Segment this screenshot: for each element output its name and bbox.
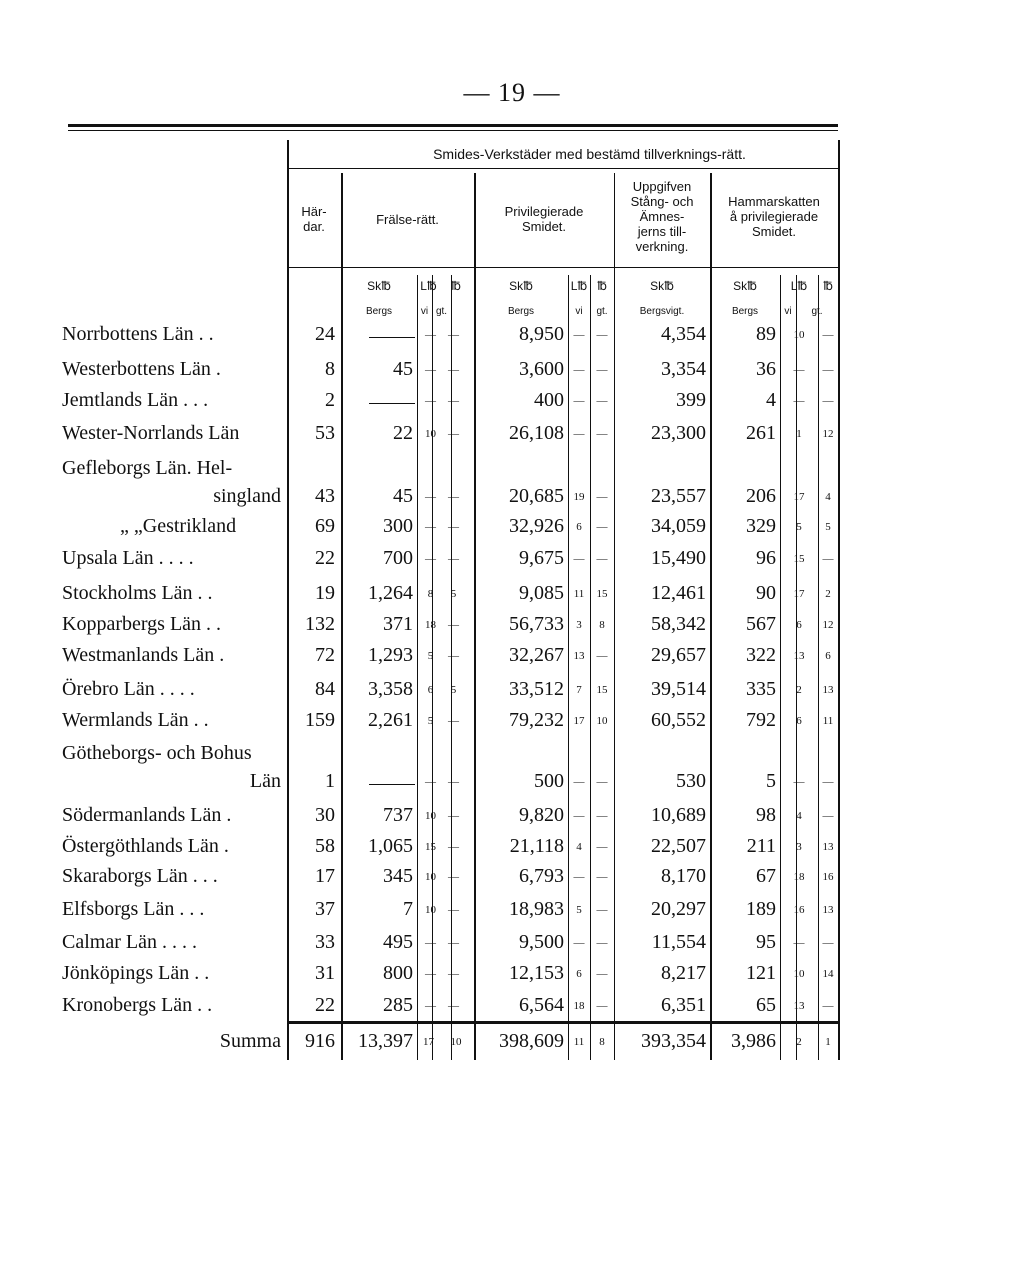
fralse-t: — (448, 1000, 459, 1012)
priv-lt: 7 (576, 684, 582, 696)
fralse-skt: 800 (383, 962, 413, 984)
hammar-lt: 13 (793, 650, 805, 662)
hammar-skt: 95 (756, 931, 776, 953)
column-rule (838, 140, 840, 1060)
fralse-skt: 700 (383, 547, 413, 569)
hammar-t: — (822, 364, 834, 376)
hardar-value: 2 (325, 389, 335, 411)
uppgifven-value: 6,351 (661, 994, 706, 1016)
hammar-t: — (822, 810, 834, 822)
fralse-t: — (448, 428, 459, 440)
unit-gt: gt. (811, 306, 823, 317)
hardar-value: 19 (315, 582, 335, 604)
summa-hammar-lt: 2 (796, 1036, 802, 1048)
hammar-t: — (822, 395, 834, 407)
row-label: Jönköpings Län . . (62, 962, 210, 984)
priv-skt: 9,820 (519, 804, 564, 826)
summa-fralse-skt: 13,397 (358, 1030, 413, 1052)
priv-skt: 6,564 (519, 994, 564, 1016)
fralse-lt: — (425, 937, 436, 949)
fralse-lt: 10 (425, 810, 436, 822)
fralse-t: — (448, 553, 459, 565)
unit-t: ℔ (823, 279, 833, 293)
hammar-lt: 1 (796, 428, 802, 440)
hardar-value: 17 (315, 865, 335, 887)
empty-dash (369, 784, 415, 785)
summa-fralse-t: 10 (450, 1036, 462, 1048)
hammar-lt: 6 (796, 619, 802, 631)
hammar-lt: 6 (796, 715, 802, 727)
unit-t: ℔ (451, 279, 461, 293)
fralse-skt: 22 (393, 422, 413, 444)
hammar-skt: 206 (746, 485, 776, 507)
hammar-lt: — (793, 937, 805, 949)
row-label: singland (213, 485, 281, 507)
hammar-lt: 18 (793, 871, 805, 883)
priv-t: — (596, 491, 608, 503)
hardar-value: 84 (315, 678, 335, 700)
fralse-lt: 10 (425, 871, 436, 883)
priv-skt: 400 (534, 389, 564, 411)
unit-lt: L℔ (570, 279, 588, 293)
hammar-lt: 16 (793, 904, 805, 916)
header-hardar: Här- dar. (301, 204, 327, 234)
priv-skt: 9,675 (519, 547, 564, 569)
priv-lt: — (573, 776, 585, 788)
fralse-skt: 495 (383, 931, 413, 953)
priv-t: — (596, 329, 608, 341)
priv-t: — (596, 871, 608, 883)
hammar-t: 11 (822, 715, 834, 727)
fralse-lt: — (425, 776, 436, 788)
row-label: Östergöthlands Län . (62, 835, 229, 857)
row-label: Westmanlands Län . (62, 644, 225, 666)
fralse-skt: 737 (383, 804, 413, 826)
row-label: Kopparbergs Län . . (62, 613, 222, 635)
row-label: Län (249, 770, 281, 792)
hammar-t: 2 (825, 588, 831, 600)
priv-t: — (596, 841, 608, 853)
fralse-skt: 285 (383, 994, 413, 1016)
hammar-skt: 96 (756, 547, 776, 569)
uppgifven-value: 10,689 (651, 804, 706, 826)
hammar-skt: 329 (746, 515, 776, 537)
fralse-lt: 5 (427, 650, 434, 662)
row-label: Södermanlands Län . (62, 804, 232, 826)
hardar-value: 53 (315, 422, 335, 444)
uppgifven-value: 23,300 (651, 422, 706, 444)
hardar-value: 72 (315, 644, 335, 666)
header-uppgifven: Uppgifven Stång- och Ämnes- jerns till- verkning. (630, 179, 694, 254)
priv-lt: — (573, 364, 585, 376)
hammar-skt: 189 (746, 898, 776, 920)
fralse-t: — (448, 904, 459, 916)
hammar-lt: 17 (793, 588, 805, 600)
summa-fralse-lt: 17 (423, 1036, 434, 1048)
uppgifven-value: 8,217 (661, 962, 706, 984)
fralse-skt: 371 (383, 613, 413, 635)
priv-lt: — (573, 810, 585, 822)
uppgifven-value: 20,297 (651, 898, 706, 920)
hammar-skt: 98 (756, 804, 776, 826)
row-label: Westerbottens Län . (62, 358, 221, 380)
row-label: Elfsborgs Län . . . (62, 898, 205, 920)
hardar-value: 58 (315, 835, 335, 857)
hammar-skt: 322 (746, 644, 776, 666)
fralse-lt: 15 (425, 841, 436, 853)
fralse-lt: — (425, 968, 436, 980)
hammar-t: 13 (822, 684, 834, 696)
priv-skt: 9,500 (519, 931, 564, 953)
row-label: Gefleborgs Län. Hel- (62, 457, 233, 479)
fralse-t: — (448, 619, 459, 631)
hammar-t: — (822, 1000, 834, 1012)
hammar-t: 13 (822, 841, 834, 853)
summa-uppgifven: 393,354 (641, 1030, 706, 1052)
fralse-lt: — (425, 364, 436, 376)
fralse-t: 5 (450, 588, 457, 600)
summa-hammar-skt: 3,986 (731, 1030, 776, 1052)
hammar-skt: 90 (756, 582, 776, 604)
hammar-lt: 4 (796, 810, 802, 822)
hardar-value: 22 (315, 547, 335, 569)
hammar-lt: 3 (796, 841, 802, 853)
hammar-skt: 261 (746, 422, 776, 444)
priv-lt: 6 (576, 521, 582, 533)
header-privilegierade: Privilegierade Smidet. (504, 204, 584, 234)
hardar-value: 159 (305, 709, 335, 731)
priv-t: — (596, 904, 608, 916)
hammar-lt: — (793, 776, 805, 788)
row-label: Örebro Län . . . . (62, 678, 195, 700)
fralse-t: — (448, 810, 459, 822)
unit-vi: vi (784, 306, 792, 317)
priv-t: — (596, 521, 608, 533)
fralse-t: — (448, 329, 459, 341)
priv-skt: 9,085 (519, 582, 564, 604)
fralse-t: — (448, 776, 459, 788)
uppgifven-value: 8,170 (661, 865, 706, 887)
fralse-skt: 1,264 (368, 582, 413, 604)
row-label: Skaraborgs Län . . . (62, 865, 218, 887)
row-label: Kronobergs Län . . (62, 994, 213, 1016)
uppgifven-value: 23,557 (651, 485, 706, 507)
hammar-lt: 5 (796, 521, 802, 533)
row-label: Norrbottens Län . . (62, 323, 214, 345)
priv-t: — (596, 395, 608, 407)
unit-t: ℔ (597, 279, 607, 293)
hardar-value: 24 (315, 323, 335, 345)
priv-t: 15 (596, 684, 608, 696)
hammar-t: 12 (822, 619, 834, 631)
priv-lt: — (573, 428, 585, 440)
hammar-skt: 5 (766, 770, 776, 792)
priv-skt: 79,232 (509, 709, 564, 731)
hammar-t: 4 (825, 491, 831, 503)
uppgifven-value: 39,514 (651, 678, 706, 700)
header-hammarskatten: Hammarskatten å privilegierade Smidet. (728, 194, 820, 239)
uppgifven-value: 530 (676, 770, 706, 792)
hammar-lt: 15 (793, 553, 805, 565)
hammar-lt: 2 (796, 684, 802, 696)
header-rule (287, 168, 838, 169)
hammar-lt: 10 (793, 968, 805, 980)
fralse-skt: 3,358 (368, 678, 413, 700)
hammar-skt: 36 (756, 358, 776, 380)
priv-skt: 32,926 (509, 515, 564, 537)
unit-vi: vi (575, 306, 583, 317)
priv-t: 10 (596, 715, 608, 727)
uppgifven-value: 399 (676, 389, 706, 411)
uppgifven-value: 15,490 (651, 547, 706, 569)
priv-t: 15 (596, 588, 608, 600)
unit-skt: Sk℔ (509, 279, 533, 293)
row-label: Wester-Norrlands Län (62, 422, 240, 444)
uppgifven-value: 3,354 (661, 358, 706, 380)
hammar-lt: 17 (793, 491, 805, 503)
priv-lt: 5 (576, 904, 582, 916)
hammar-t: 16 (822, 871, 834, 883)
priv-skt: 6,793 (519, 865, 564, 887)
row-label: Jemtlands Län . . . (62, 389, 209, 411)
priv-t: — (596, 428, 608, 440)
fralse-lt: 18 (425, 619, 436, 631)
uppgifven-value: 12,461 (651, 582, 706, 604)
row-label: Wermlands Län . . (62, 709, 209, 731)
hammar-t: — (822, 937, 834, 949)
priv-lt: 3 (576, 619, 582, 631)
priv-t: 8 (599, 619, 605, 631)
unit-bergs: Bergs (365, 306, 393, 317)
uppgifven-value: 11,554 (651, 931, 706, 953)
hardar-value: 22 (315, 994, 335, 1016)
hardar-value: 69 (315, 515, 335, 537)
hammar-t: — (822, 553, 834, 565)
priv-lt: 6 (576, 968, 582, 980)
fralse-lt: — (425, 395, 436, 407)
header-top-title: Smides-Verkstäder med bestämd tillverknings-rätt. (433, 146, 746, 162)
fralse-t: — (448, 841, 459, 853)
priv-lt: 17 (573, 715, 585, 727)
hammar-t: 12 (822, 428, 834, 440)
row-label: Upsala Län . . . . (62, 547, 194, 569)
priv-t: — (596, 553, 608, 565)
top-rule-thin (68, 130, 838, 131)
header-fralse: Frälse-rätt. (376, 212, 439, 227)
priv-lt: — (573, 395, 585, 407)
hammar-t: 5 (825, 521, 831, 533)
hardar-value: 132 (305, 613, 335, 635)
priv-lt: 19 (573, 491, 585, 503)
uppgifven-value: 58,342 (651, 613, 706, 635)
priv-skt: 12,153 (509, 962, 564, 984)
summa-priv-skt: 398,609 (499, 1030, 564, 1052)
fralse-lt: — (425, 521, 436, 533)
unit-lt: L℔ (790, 279, 808, 293)
fralse-skt: 1,065 (368, 835, 413, 857)
priv-skt: 56,733 (509, 613, 564, 635)
fralse-skt: 45 (393, 358, 413, 380)
fralse-lt: 10 (425, 428, 436, 440)
row-label: Götheborgs- och Bohus (62, 742, 252, 764)
fralse-lt: 8 (427, 588, 434, 600)
priv-t: — (596, 968, 608, 980)
fralse-t: — (448, 968, 459, 980)
fralse-t: — (448, 871, 459, 883)
fralse-skt: 2,261 (368, 709, 413, 731)
hammar-t: 6 (825, 650, 831, 662)
fralse-lt: — (425, 1000, 436, 1012)
priv-t: — (596, 776, 608, 788)
priv-t: — (596, 1000, 608, 1012)
top-rule-thick (68, 124, 838, 127)
fralse-t: — (448, 364, 459, 376)
hammar-t: 14 (822, 968, 834, 980)
fralse-lt: — (425, 553, 436, 565)
fralse-lt: 5 (427, 715, 434, 727)
unit-bergs: Bergs (731, 306, 759, 317)
unit-lt: L℔ (420, 279, 437, 293)
hammar-skt: 67 (756, 865, 776, 887)
hammar-skt: 65 (756, 994, 776, 1016)
page-number: — 19 — (463, 78, 561, 107)
fralse-t: — (448, 395, 459, 407)
hardar-value: 8 (325, 358, 335, 380)
fralse-skt: 7 (403, 898, 413, 920)
priv-lt: 13 (573, 650, 585, 662)
summa-rule (287, 1021, 838, 1024)
fralse-lt: — (425, 329, 436, 341)
priv-lt: — (573, 937, 585, 949)
unit-skt: Sk℔ (650, 279, 674, 293)
summa-label: Summa (219, 1030, 281, 1052)
hammar-lt: — (793, 364, 805, 376)
row-label: „ „Gestrikland (120, 515, 237, 537)
priv-skt: 20,685 (509, 485, 564, 507)
hardar-value: 1 (325, 770, 335, 792)
fralse-t: — (448, 715, 459, 727)
priv-lt: — (573, 329, 585, 341)
uppgifven-value: 29,657 (651, 644, 706, 666)
fralse-skt: 45 (393, 485, 413, 507)
fralse-lt: — (425, 491, 436, 503)
unit-gt: gt. (435, 306, 448, 317)
priv-skt: 500 (534, 770, 564, 792)
unit-vi: vi (420, 306, 429, 317)
hammar-skt: 335 (746, 678, 776, 700)
hardar-value: 30 (315, 804, 335, 826)
hammar-t: — (822, 329, 834, 341)
priv-lt: — (573, 871, 585, 883)
hammar-lt: 10 (793, 329, 805, 341)
fralse-lt: 10 (425, 904, 436, 916)
hammar-t: 13 (822, 904, 834, 916)
priv-lt: 18 (573, 1000, 585, 1012)
hardar-value: 37 (315, 898, 335, 920)
unit-skt: Sk℔ (733, 279, 757, 293)
priv-skt: 8,950 (519, 323, 564, 345)
priv-skt: 26,108 (509, 422, 564, 444)
summa-hammar-t: 1 (825, 1036, 831, 1048)
hammar-lt: — (793, 395, 805, 407)
empty-dash (369, 337, 415, 338)
hammar-skt: 567 (746, 613, 776, 635)
priv-t: — (596, 364, 608, 376)
unit-bergsvigt: Bergsvigt. (639, 306, 685, 317)
priv-t: — (596, 650, 608, 662)
hammar-skt: 89 (756, 323, 776, 345)
uppgifven-value: 34,059 (651, 515, 706, 537)
fralse-t: — (448, 650, 459, 662)
hardar-value: 33 (315, 931, 335, 953)
fralse-t: — (448, 937, 459, 949)
summa-priv-lt: 11 (573, 1036, 585, 1048)
hammar-skt: 211 (746, 835, 776, 857)
unit-bergs: Bergs (507, 306, 535, 317)
row-label: Calmar Län . . . . (62, 931, 197, 953)
priv-skt: 18,983 (509, 898, 564, 920)
fralse-skt: 1,293 (368, 644, 413, 666)
priv-skt: 21,118 (509, 835, 564, 857)
priv-skt: 3,600 (519, 358, 564, 380)
priv-lt: — (573, 553, 585, 565)
fralse-skt: 345 (383, 865, 413, 887)
unit-skt: Sk℔ (367, 279, 391, 293)
priv-t: — (596, 810, 608, 822)
hammar-t: — (822, 776, 834, 788)
fralse-t: — (448, 521, 459, 533)
priv-skt: 33,512 (509, 678, 564, 700)
fralse-lt: 6 (427, 684, 434, 696)
uppgifven-value: 60,552 (651, 709, 706, 731)
hardar-value: 43 (315, 485, 335, 507)
summa-hardar: 916 (305, 1030, 335, 1052)
column-rule (287, 140, 289, 1060)
hammar-skt: 121 (746, 962, 776, 984)
priv-skt: 32,267 (509, 644, 564, 666)
hammar-lt: 13 (793, 1000, 805, 1012)
hammar-skt: 4 (766, 389, 776, 411)
priv-t: — (596, 937, 608, 949)
uppgifven-value: 22,507 (651, 835, 706, 857)
priv-lt: 11 (573, 588, 585, 600)
header-rule (287, 267, 838, 268)
hammar-skt: 792 (746, 709, 776, 731)
priv-lt: 4 (576, 841, 582, 853)
uppgifven-value: 4,354 (661, 323, 706, 345)
unit-gt: gt. (596, 306, 608, 317)
summa-priv-t: 8 (599, 1036, 605, 1048)
fralse-t: 5 (450, 684, 457, 696)
hardar-value: 31 (315, 962, 335, 984)
empty-dash (369, 403, 415, 404)
row-label: Stockholms Län . . (62, 582, 213, 604)
fralse-t: — (448, 491, 459, 503)
fralse-skt: 300 (383, 515, 413, 537)
